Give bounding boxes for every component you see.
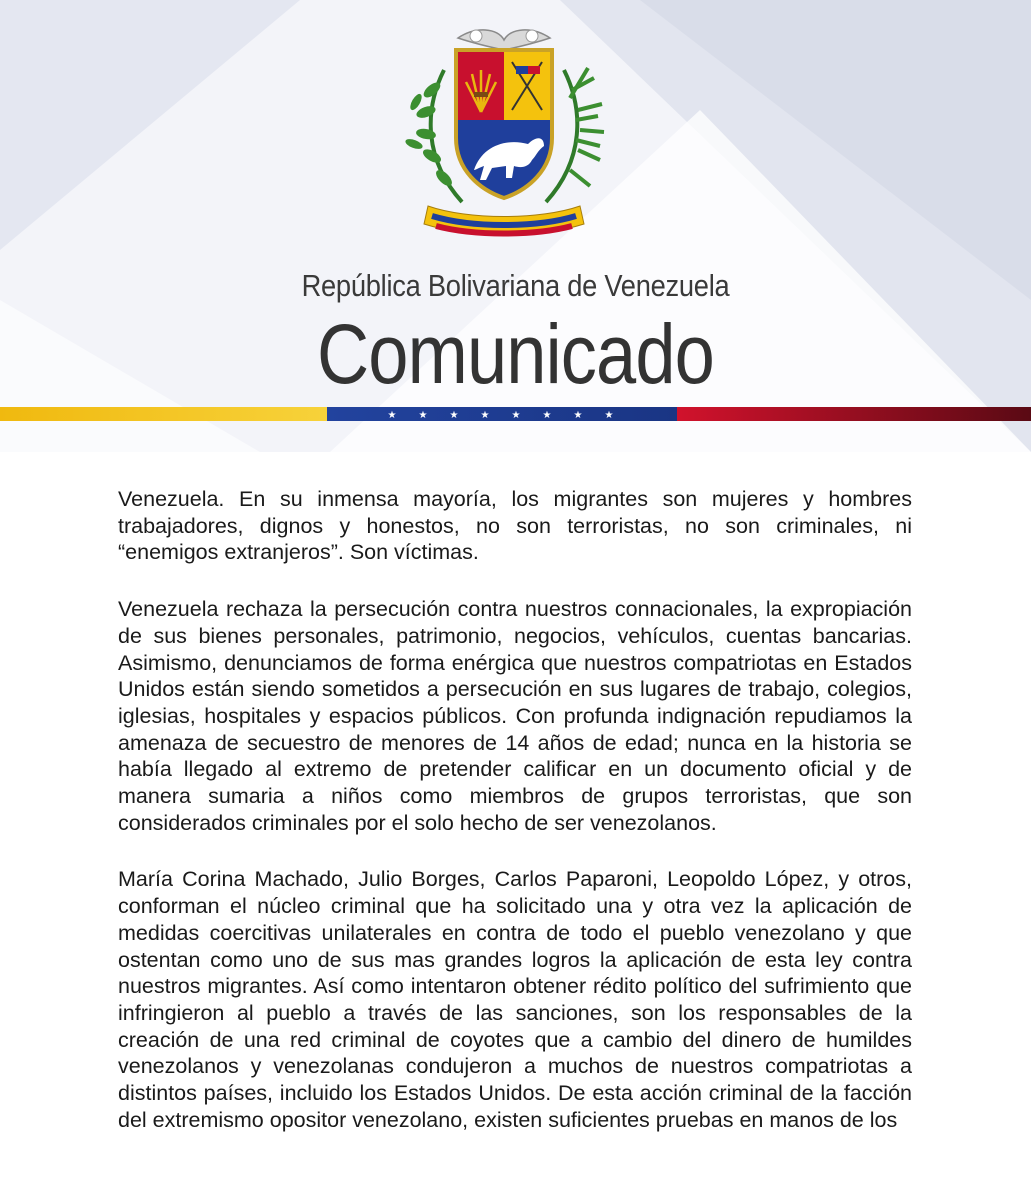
- svg-text:★: ★: [480, 410, 490, 421]
- document-body: [118, 486, 912, 1133]
- paragraph: Venezuela. En su inmensa mayoría, los migrantes son mujeres y hombres trabajadores, dignos y honestos, no son terroristas, no son criminales, ni “enemigos extranjeros”. Son víctimas.: [118, 487, 912, 565]
- paragraph: Venezuela rechaza la persecución contra nuestros connacionales, la expropiación de sus bienes personales, patrimonio, negocios, vehículos, cuentas bancarias. Asimismo, denunciamos de forma enérgica que nuestros compatriotas en Estados Unidos están siendo sometidos a persecución en sus lugares de trabajo, colegios, iglesias, hospitales y espacios públicos. Con profunda indignación repudiamos la amenaza de secuestro de menores de 14 años de edad; nunca en la historia se había llegado al extremo de pretender calificar en un documento oficial y de manera sumaria a niños como miembros de grupos terroristas, que son considerados criminales por el solo hecho de ser venezolanos.: [118, 597, 912, 835]
- letterhead: [0, 0, 1031, 452]
- svg-text:★: ★: [511, 410, 521, 421]
- svg-text:★: ★: [387, 410, 397, 421]
- paragraph: María Corina Machado, Julio Borges, Carlos Paparoni, Leopoldo López, y otros, conforman el núcleo criminal que ha solicitado una y otra vez la aplicación de medidas coercitivas unilaterales en contra de todo el pueblo venezolano y que ostentan como uno de sus mas grandes logros la aplicación de esta ley contra nuestros migrantes. Así como intentaron obtener rédito político del sufrimiento que infringieron al pueblo a través de las sanciones, son los responsables de la creación de una red criminal de coyotes que a cambio del dinero de humildes venezolanos y venezolanas condujeron a muchos de nuestros compatriotas a distintos países, incluido los Estados Unidos. De esta acción criminal de la facción del extremismo opositor venezolano, existen suficientes pruebas en manos de los: [118, 867, 912, 1132]
- svg-text:★: ★: [418, 410, 428, 421]
- svg-text:★: ★: [449, 410, 459, 421]
- document-title: Comunicado: [317, 307, 714, 401]
- coat-of-arms-icon: [388, 20, 620, 252]
- organization-name: República Bolivariana de Venezuela: [301, 268, 730, 303]
- svg-text:★: ★: [573, 410, 583, 421]
- svg-text:★: ★: [604, 410, 614, 421]
- flag-color-bar: [0, 407, 1031, 421]
- svg-text:★: ★: [542, 410, 552, 421]
